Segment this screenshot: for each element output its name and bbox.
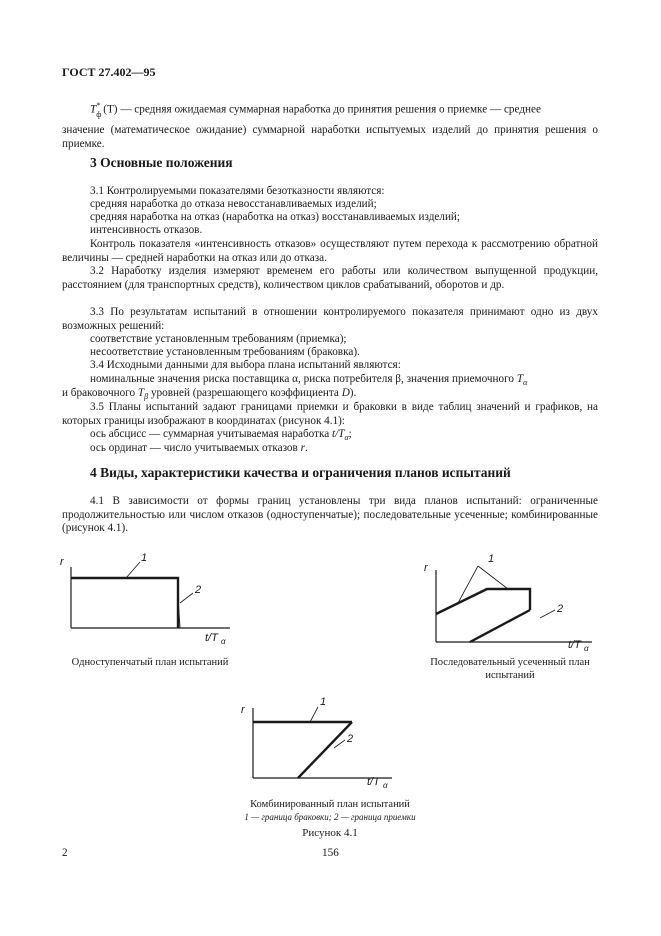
section-4-title: 4 Виды, характеристики качества и ограничения планов испытаний [90, 465, 511, 480]
figure-legend: 1 — граница браковки; 2 — граница приемки [244, 812, 416, 822]
p3-1-item-1: средняя наработка до отказа невосстанавливаемых изделий; [90, 198, 377, 210]
plan-3-leader-1 [310, 707, 318, 722]
p3-3-item-2: несоответствие установленным требованиям (браковка). [90, 346, 360, 358]
p3-4: 3.4 Исходными данными для выбора плана испытаний являются: [90, 359, 401, 371]
document-header: ГОСТ 27.402—95 [62, 65, 156, 79]
plan-2-mark-2: 2 [557, 603, 564, 615]
plan-3-mark-1: 1 [320, 696, 327, 708]
plan-1-axis-x: t/T [205, 632, 218, 644]
plan-3-axis-y: r [241, 704, 245, 716]
plan-2-axis-y: r [424, 562, 428, 574]
intro-text-first: — средняя ожидаемая суммарная наработка до принятия решения о приемке — среднее [120, 103, 541, 116]
plan-1-graph [60, 552, 230, 646]
section-3-title: 3 Основные положения [90, 155, 233, 170]
plan-3-boundary-accept [298, 722, 352, 778]
p3-1-control: Контроль показателя «интенсивность отказов» осуществляют путем перехода к рассмотрению обратной величины — средней наработки на отказ или до отказа. [62, 238, 598, 264]
page-number-left: 2 [62, 847, 68, 859]
plan-1-axis-y: r [60, 556, 64, 568]
p3-1: 3.1 Контролируемыми показателями безотказности являются: [90, 185, 385, 197]
plan-2-leader-1b [478, 566, 508, 589]
p3-5-y: ось ординат — число учитываемых отказов r. [90, 442, 308, 454]
plan-2-caption: Последовательный усеченный план испытаний [430, 657, 590, 681]
plan-1-leader-2 [180, 593, 193, 603]
p3-4-D: D [341, 387, 350, 399]
plan-1-boundary-reject [71, 578, 178, 628]
p3-1-item-3: интенсивность отказов. [90, 224, 203, 236]
p3-4-Tb: $T_\beta$ [137, 387, 149, 402]
p4-1: 4.1 В зависимости от формы границ установлены три вида планов испытаний: ограниченные продолжительностью или числом отказов (одноступенчатые); последовательные усеченные; комбинированные (рисунок 4.1). [62, 495, 598, 534]
p3-5-x-var: $t/T_\alpha$ [332, 428, 349, 443]
plan-2-boundary-reject [436, 589, 530, 614]
p3-5-y-var: r [300, 442, 305, 454]
intro-text-rest: значение (математическое ожидание) суммарной наработки испытуемых изделий до принятия решения о приемке. [62, 124, 598, 150]
plan-1-leader-1 [126, 562, 140, 578]
p3-4-line-a: номинальные значения риска поставщика α, риска потребителя β, значения приемочного $T_\alpha$ [90, 373, 528, 388]
p3-2: 3.2 Наработку изделия измеряют временем его работы или количеством выпущенной продукции, расстоянием (для транспортных средств), количеством циклов срабатываний, оборотов и др. [62, 265, 598, 291]
plan-3-axis-x-sub: α [383, 781, 388, 790]
plan-1-mark-2: 2 [195, 584, 202, 596]
plan-2-axis-x: t/T [568, 639, 581, 651]
p3-4-Ta: $T_\alpha$ [516, 373, 528, 388]
plan-2-boundary-accept [470, 610, 530, 642]
plan-2-mark-1: 1 [488, 553, 495, 565]
plan-2-graph [424, 553, 592, 653]
intro-symbol-arg: (T) [103, 103, 118, 116]
plan-1-axis-x-sub: α [221, 637, 226, 646]
intro-symbol-sup: * [96, 101, 101, 110]
p3-5-x: ось абсцисс — суммарная учитываемая наработка $t/T_\alpha$; [90, 428, 352, 443]
plan-3-mark-2: 2 [347, 733, 354, 745]
figure-title: Рисунок 4.1 [302, 827, 358, 839]
plan-3-caption: Комбинированный план испытаний [250, 799, 410, 810]
plan-3-graph [241, 696, 392, 790]
p3-3: 3.3 По результатам испытаний в отношении контролируемого показателя принимают одно из двух возможных решений: [62, 306, 598, 332]
p3-1-item-2: средняя наработка на отказ (наработка на отказ) восстанавливаемых изделий; [90, 211, 461, 223]
intro-symbol: T [90, 103, 97, 116]
page-number-center: 156 [322, 847, 339, 859]
plan-1-caption: Одноступенчатый план испытаний [71, 657, 229, 668]
plan-1-mark-1: 1 [141, 552, 148, 564]
p3-4-line-b: и браковочного $T_\beta$ уровней (разрешающего коэффициента D). [62, 387, 357, 402]
p3-3-item-1: соответствие установленным требованиям (приемка); [90, 333, 347, 345]
plan-2-axis-x-sub: α [584, 644, 589, 653]
intro-symbol-sub: ф [96, 109, 102, 119]
p3-5: 3.5 Планы испытаний задают границами приемки и браковки в виде таблиц значений и графиков, на которых границы изображают в координатах (рисунок 4.1): [62, 401, 598, 427]
plan-3-axis-x: t/T [367, 776, 380, 788]
plan-2-leader-2 [540, 610, 555, 618]
plan-3-leader-2 [334, 740, 345, 748]
